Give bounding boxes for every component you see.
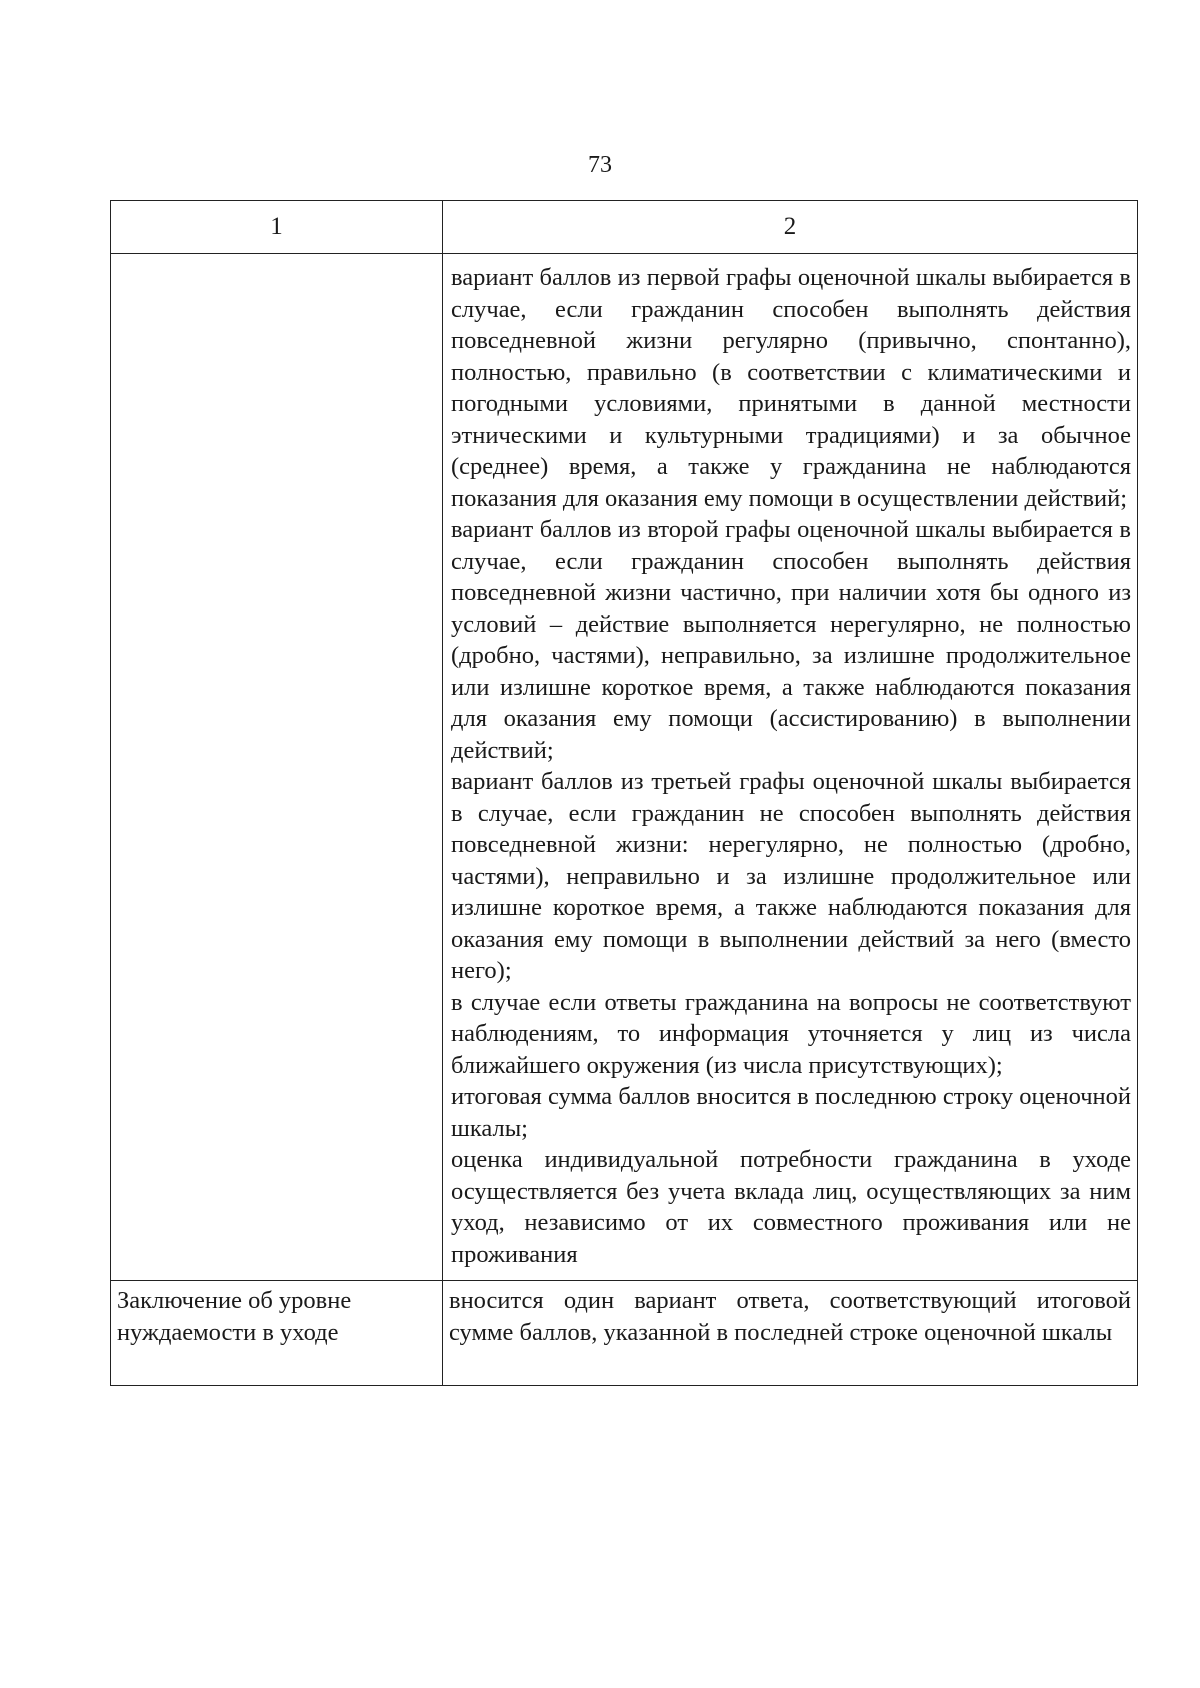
table-row: [111, 254, 1138, 1281]
column-header-1: 1: [111, 201, 443, 254]
row-description: [443, 254, 1138, 1281]
paragraph-option-third-column: вариант баллов из третьей графы оценочной шкалы выбирается в случае, если гражданин не способен выполнять действия повседневной жизни: нерегулярно, не полностью (дробно, частями), неправильно и за излишне продолжительное или излишне короткое время, а также наблюдаются показания для оказания ему помощи в выполнении действий за него (вместо него);: [451, 768, 1131, 984]
paragraph-total-score: итоговая сумма баллов вносится в последнюю строку оценочной шкалы;: [451, 1083, 1131, 1142]
table-header-row: [111, 201, 1138, 254]
paragraph-conclusion: вносится один вариант ответа, соответствующий итоговой сумме баллов, указанной в последней строке оценочной шкалы: [449, 1287, 1131, 1346]
row-label-conclusion: Заключение об уровне нуждаемости в уходе: [111, 1281, 443, 1386]
document-table: [110, 200, 1138, 1386]
paragraph-option-first-column: вариант баллов из первой графы оценочной шкалы выбирается в случае, если гражданин способен выполнять действия повседневной жизни регулярно (привычно, спонтанно), полностью, правильно (в соответствии с климатическими и погодными условиями, принятыми в данной местности этническими и культурными традициями) и за обычное (среднее) время, а также у гражданина не наблюдаются показания для оказания ему помощи в осуществлении действий;: [451, 264, 1131, 512]
page-number: 73: [588, 152, 612, 178]
paragraph-option-second-column: вариант баллов из второй графы оценочной шкалы выбирается в случае, если гражданин способен выполнять действия повседневной жизни частично, при наличии хотя бы одного из условий – действие выполняется нерегулярно, не полностью (дробно, частями), неправильно, за излишне продолжительное или излишне короткое время, а также наблюдаются показания для оказания ему помощи (ассистированию) в выполнении действий;: [451, 516, 1131, 764]
paragraph-answer-clarification: в случае если ответы гражданина на вопросы не соответствуют наблюдениям, то информация уточняется у лиц из числа ближайшего окружения (из числа присутствующих);: [451, 988, 1131, 1079]
row-label: [111, 254, 443, 1281]
table-row: [111, 1281, 1138, 1386]
paragraph-individual-need-assessment: оценка индивидуальной потребности гражданина в уходе осуществляется без учета вклада лиц, осуществляющих за ним уход, независимо от их совместного проживания или не проживания: [451, 1146, 1131, 1268]
column-header-2: 2: [443, 201, 1138, 254]
row-description-conclusion: [443, 1281, 1138, 1386]
